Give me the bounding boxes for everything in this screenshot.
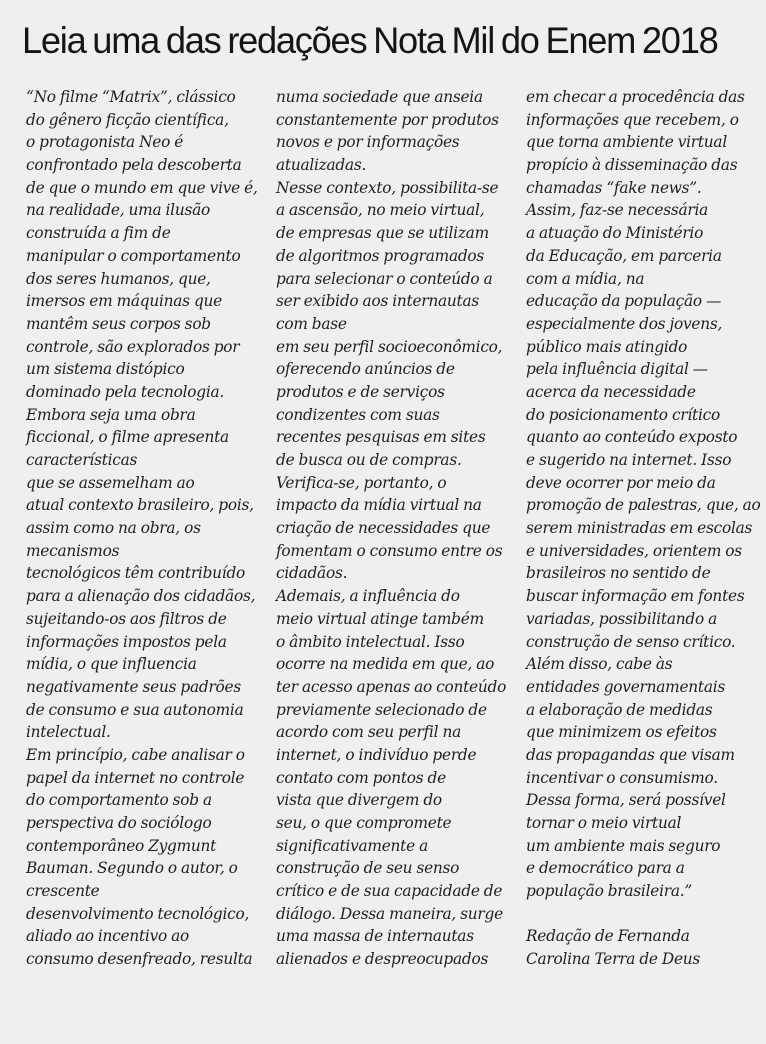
essay-line: das propagandas que visam <box>526 744 735 764</box>
essay-line: para a alienação dos cidadãos, <box>26 586 256 606</box>
essay-line: ficcional, o filme apresenta <box>26 427 229 447</box>
essay-line: um sistema distópico <box>26 359 185 379</box>
essay-line: sujeitando-os aos filtros de <box>26 608 227 628</box>
essay-line: promoção de palestras, que, ao <box>526 495 761 515</box>
essay-line: quanto ao conteúdo exposto <box>526 427 738 447</box>
essay-line: assim como na obra, os <box>26 518 201 538</box>
essay-line: crítico e de sua capacidade de <box>276 881 503 901</box>
essay-line: meio virtual atinge também <box>276 608 484 628</box>
essay-line: ser exibido aos internautas <box>276 291 479 311</box>
essay-line: que minimizem os efeitos <box>526 722 717 742</box>
essay-line: fomentam o consumo entre os <box>276 540 503 560</box>
essay-line: Ademais, a influência do <box>276 586 460 606</box>
author-signature-line: Carolina Terra de Deus <box>526 949 701 969</box>
essay-line: Dessa forma, será possível <box>526 790 726 810</box>
essay-line: novos e por informações <box>276 132 460 152</box>
essay-line: consumo desenfreado, resulta <box>26 949 253 969</box>
essay-line: numa sociedade que anseia <box>276 87 483 106</box>
essay-line: o âmbito intelectual. Isso <box>276 631 465 651</box>
essay-line: tornar o meio virtual <box>526 813 682 832</box>
essay-line: um ambiente mais seguro <box>526 835 721 855</box>
essay-line: construção de seu senso <box>276 858 460 878</box>
essay-line: dominado pela tecnologia. <box>26 381 225 401</box>
essay-line: confrontado pela descoberta <box>26 155 242 175</box>
essay-column-2 <box>276 86 514 971</box>
essay-line: serem ministradas em escolas <box>526 518 753 538</box>
essay-line: diálogo. Dessa maneira, surge <box>276 903 503 923</box>
essay-line: do comportamento sob a <box>26 790 212 810</box>
essay-line: papel da internet no controle <box>26 767 245 787</box>
essay-line: na realidade, uma ilusão <box>26 200 210 220</box>
essay-line: pela influência digital — <box>526 359 708 379</box>
essay-line: dos seres humanos, que, <box>26 268 211 288</box>
essay-line: buscar informação em fontes <box>526 586 745 606</box>
essay-line: características <box>26 450 138 469</box>
essay-line: construção de senso crítico. <box>526 631 736 651</box>
essay-line: a elaboração de medidas <box>526 699 713 719</box>
essay-line: e democrático para a <box>526 858 685 878</box>
blank-line <box>526 903 756 926</box>
essay-line: para selecionar o conteúdo a <box>276 268 493 288</box>
essay-line: perspectiva do sociólogo <box>26 813 212 832</box>
essay-line: incentivar o consumismo. <box>526 767 718 787</box>
essay-line: população brasileira.” <box>526 881 692 901</box>
essay-line: mídia, o que influencia <box>26 654 197 674</box>
essay-line: oferecendo anúncios de <box>276 359 455 379</box>
essay-line: ocorre na medida em que, ao <box>276 654 495 674</box>
essay-line: educação da população — <box>526 291 722 311</box>
essay-line: produtos e de serviços <box>276 381 445 401</box>
essay-line: que torna ambiente virtual <box>526 132 727 152</box>
essay-line: “No filme “Matrix”, clássico <box>26 87 236 106</box>
essay-line: deve ocorrer por meio da <box>526 472 716 492</box>
essay-line: de busca ou de compras. <box>276 450 462 469</box>
essay-line: da Educação, em parceria <box>526 245 722 265</box>
essay-line: constantemente por produtos <box>276 109 499 129</box>
essay-line: seu, o que compromete <box>276 813 452 832</box>
essay-line: de algoritmos programados <box>276 245 485 265</box>
essay-line: construída a fim de <box>26 223 171 243</box>
essay-line: entidades governamentais <box>526 676 726 696</box>
essay-line: informações que recebem, o <box>526 109 739 129</box>
essay-column-1 <box>26 86 264 971</box>
essay-line: chamadas “fake news”. <box>526 177 702 197</box>
essay-line: com base <box>276 313 347 333</box>
essay-line: intelectual. <box>26 722 111 742</box>
essay-line: Assim, faz-se necessária <box>526 200 709 220</box>
essay-line: desenvolvimento tecnológico, <box>26 903 250 923</box>
essay-column-3 <box>526 86 764 971</box>
essay-line: variadas, possibilitando a <box>526 608 717 628</box>
essay-line: do gênero ficção científica, <box>26 109 229 129</box>
essay-line: controle, são explorados por <box>26 336 240 356</box>
essay-line: em seu perfil socioeconômico, <box>276 336 503 356</box>
essay-line: acerca da necessidade <box>526 381 696 401</box>
essay-line: especialmente dos jovens, <box>526 313 723 333</box>
essay-line: internet, o indivíduo perde <box>276 744 477 764</box>
essay-line: Bauman. Segundo o autor, o <box>26 858 238 878</box>
essay-line: Em princípio, cabe analisar o <box>26 744 245 764</box>
essay-line: cidadãos. <box>276 563 348 583</box>
page-title: Leia uma das redações Nota Mil do Enem 2018 <box>22 20 718 61</box>
essay-line: brasileiros no sentido de <box>526 563 711 583</box>
essay-line: o protagonista Neo é <box>26 132 184 152</box>
essay-line: imersos em máquinas que <box>26 291 223 311</box>
essay-line: impacto da mídia virtual na <box>276 495 482 515</box>
essay-line: atual contexto brasileiro, pois, <box>26 495 254 515</box>
essay-line: público mais atingido <box>526 336 688 356</box>
essay-line: aliado ao incentivo ao <box>26 926 190 946</box>
essay-line: de que o mundo em que vive é, <box>26 177 258 197</box>
essay-line: mecanismos <box>26 540 120 560</box>
essay-line: vista que divergem do <box>276 790 442 810</box>
essay-line: de empresas que se utilizam <box>276 223 489 243</box>
essay-line: condizentes com suas <box>276 404 440 424</box>
essay-line: de consumo e sua autonomia <box>26 699 244 719</box>
essay-line: criação de necessidades que <box>276 518 491 538</box>
essay-line: que se assemelham ao <box>26 472 195 492</box>
essay-line: a atuação do Ministério <box>526 223 704 243</box>
essay-line: em checar a procedência das <box>526 87 745 106</box>
essay-line: negativamente seus padrões <box>26 676 241 696</box>
essay-line: contato com pontos de <box>276 767 446 787</box>
essay-line: acordo com seu perfil na <box>276 722 462 742</box>
essay-line: informações impostos pela <box>26 631 227 651</box>
essay-line: mantêm seus corpos sob <box>26 313 211 333</box>
essay-line: Embora seja uma obra <box>26 404 196 424</box>
essay-line: com a mídia, na <box>526 268 645 288</box>
essay-line: Verifica-se, portanto, o <box>276 472 447 492</box>
essay-line: e universidades, orientem os <box>526 540 742 560</box>
essay-line: uma massa de internautas <box>276 926 474 946</box>
essay-line: contemporâneo Zygmunt <box>26 835 217 855</box>
essay-line: tecnológicos têm contribuído <box>26 563 246 583</box>
essay-line: do posicionamento crítico <box>526 404 720 424</box>
author-signature-line: Redação de Fernanda <box>526 926 690 946</box>
essay-line: Além disso, cabe às <box>526 654 673 674</box>
essay-line: atualizadas. <box>276 155 367 175</box>
essay-line: previamente selecionado de <box>276 699 487 719</box>
essay-line: alienados e despreocupados <box>276 949 489 969</box>
essay-line: crescente <box>26 881 100 901</box>
essay-line: a ascensão, no meio virtual, <box>276 200 485 220</box>
essay-line: propício à disseminação das <box>526 155 738 175</box>
essay-line: e sugerido na internet. Isso <box>526 450 732 469</box>
essay-line: recentes pesquisas em sites <box>276 427 486 447</box>
essay-line: ter acesso apenas ao conteúdo <box>276 676 507 696</box>
essay-line: Nesse contexto, possibilita-se <box>276 177 499 197</box>
essay-line: manipular o comportamento <box>26 245 241 265</box>
essay-line: significativamente a <box>276 835 429 855</box>
